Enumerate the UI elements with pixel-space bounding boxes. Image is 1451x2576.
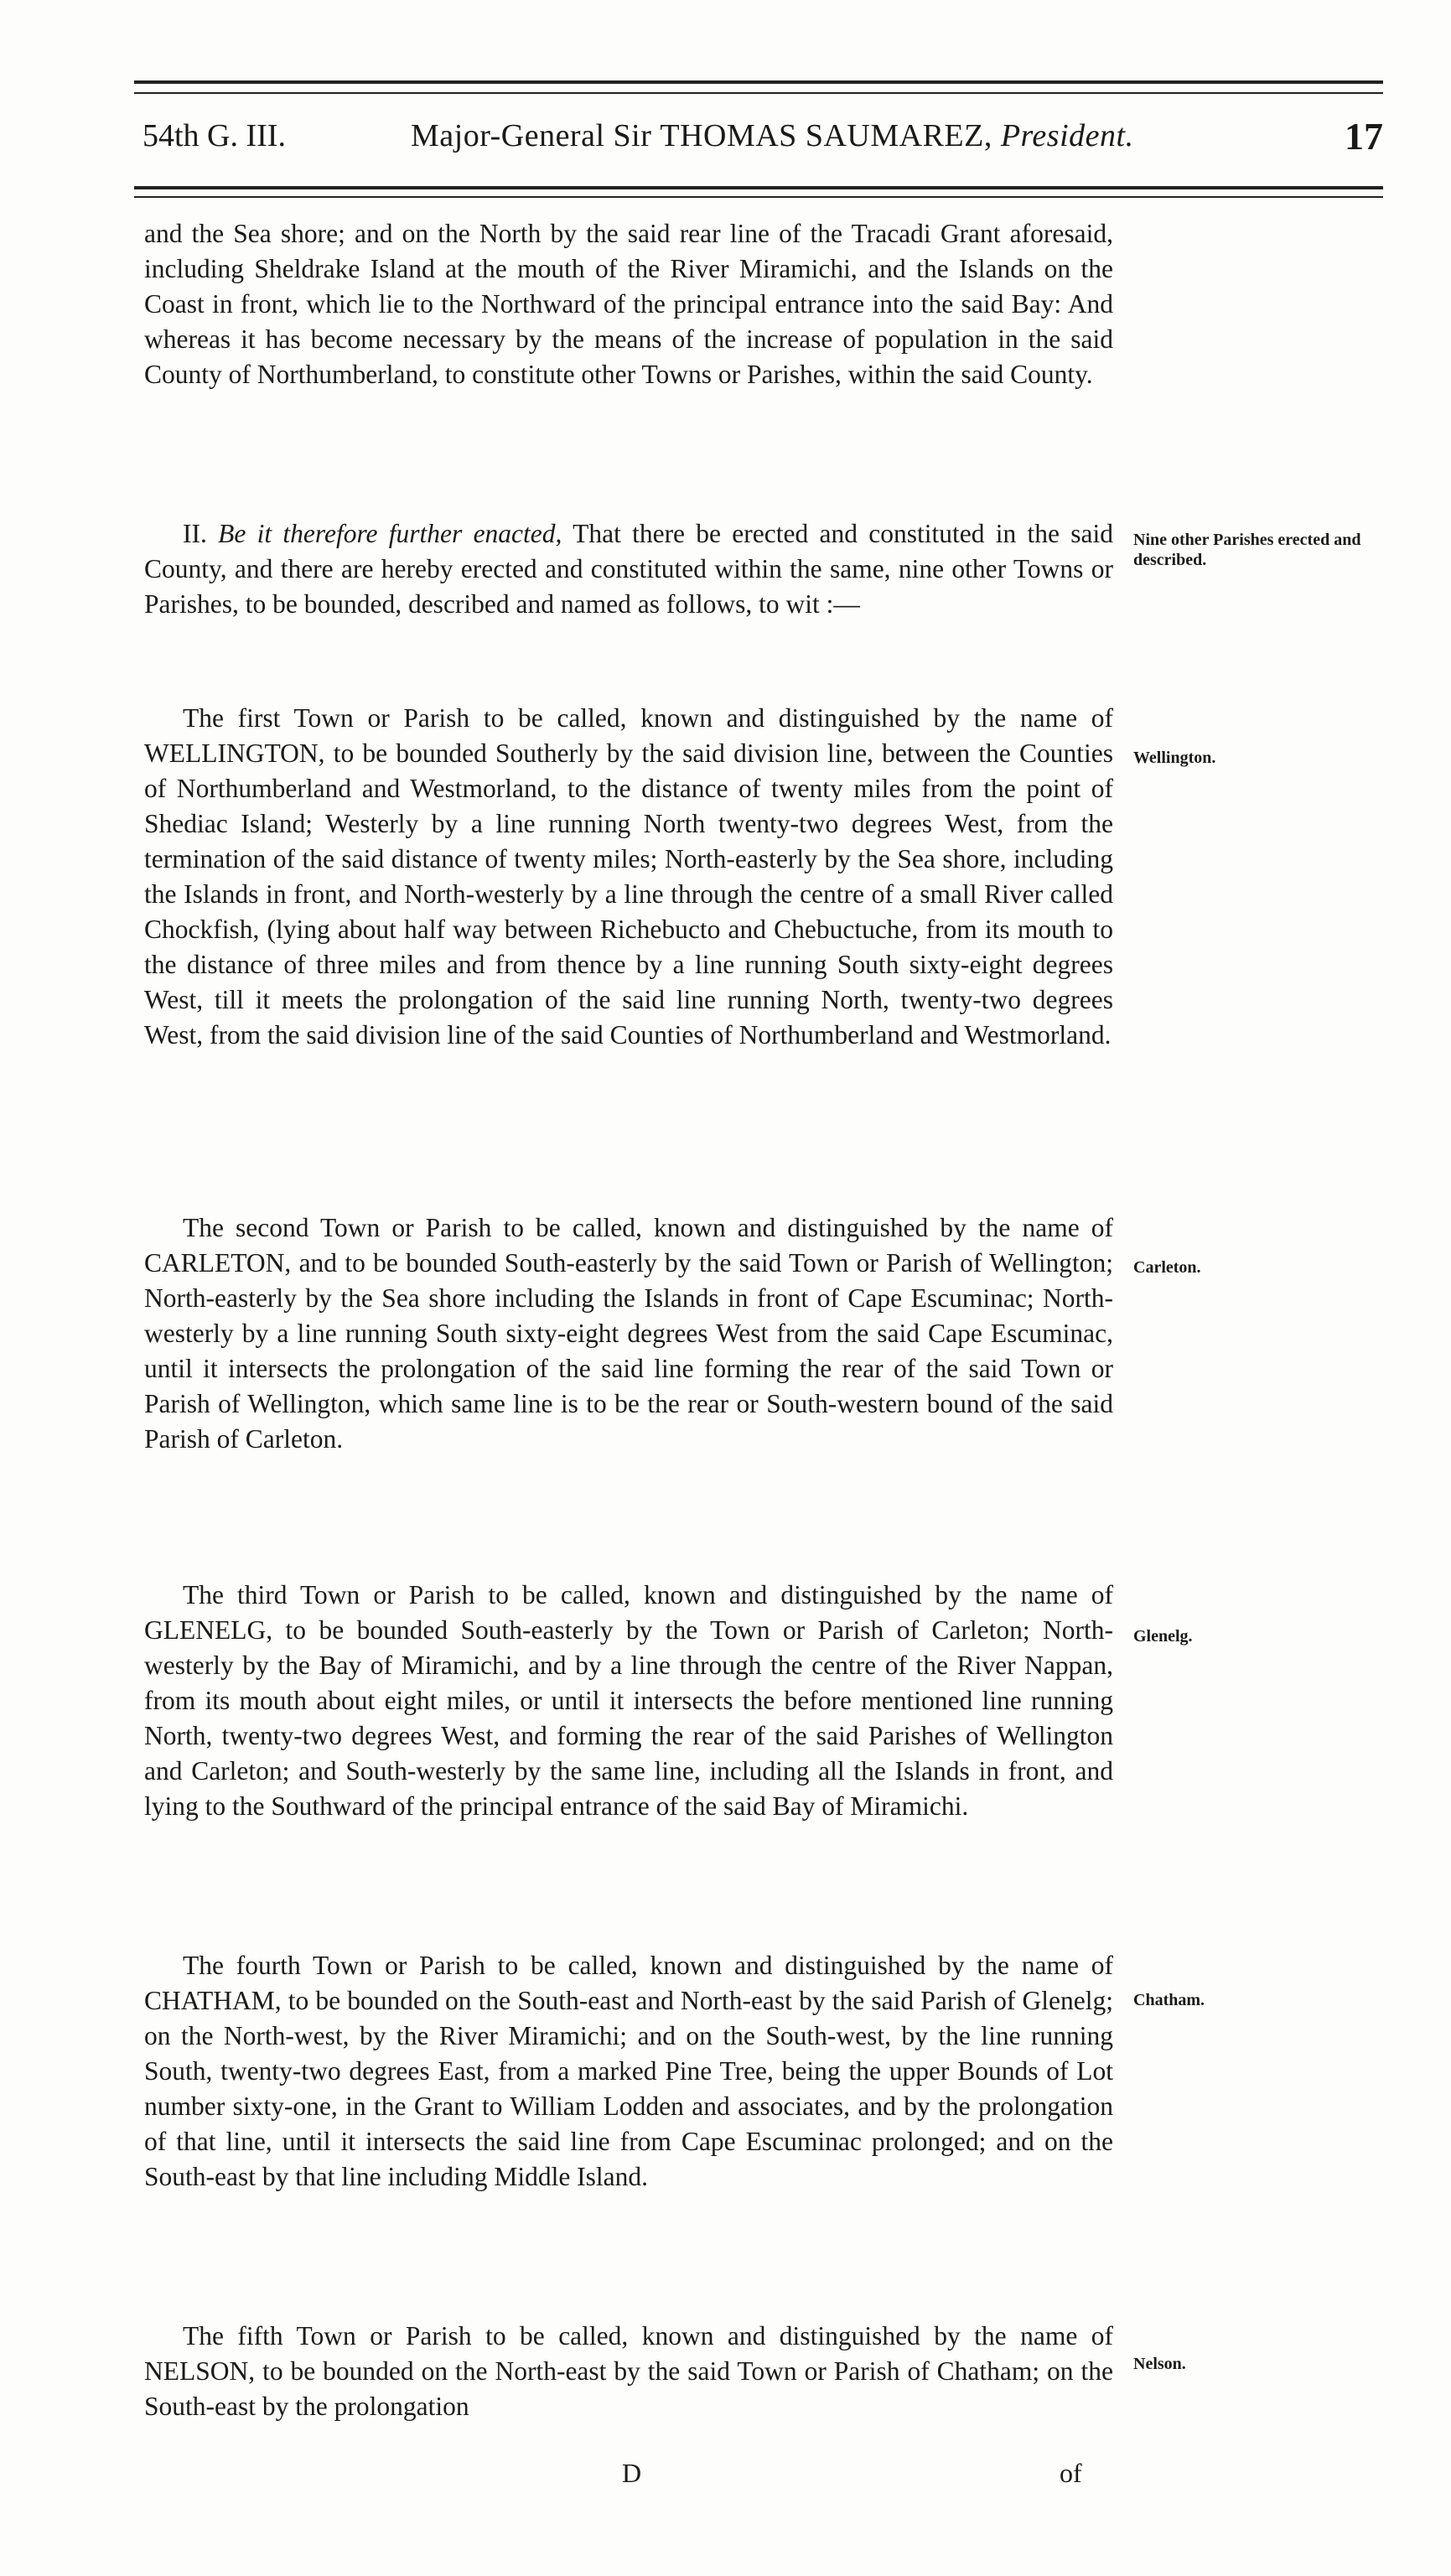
section-2-body: That there be erected and constituted in the said County, and there are hereby erected and constituted within the same, nine other Towns or Parishes, to be bounded, described and named as follows, to wit :— <box>144 519 1113 619</box>
reign-label: 54th G. III. <box>143 118 286 153</box>
paragraph-carleton <box>144 1210 1113 1457</box>
header-bottom-rule <box>134 186 1383 198</box>
margin-note-nine-parishes: Nine other Parishes erected and described. <box>1133 531 1361 569</box>
enacting-words: Be it therefore further enacted, <box>218 519 562 548</box>
paragraph-continuation <box>144 216 1113 392</box>
president-line <box>411 117 1134 154</box>
president-suffix: President. <box>992 118 1134 153</box>
margin-note-wellington: Wellington. <box>1133 749 1216 767</box>
signature-mark: D <box>622 2458 642 2488</box>
header-top-rule <box>134 80 1383 94</box>
page-number: 17 <box>1345 115 1383 158</box>
paragraph-chatham <box>144 1948 1113 2195</box>
running-header <box>143 114 1383 164</box>
paragraph-text: The fifth Town or Parish to be called, known and distinguished by the name of NELSON, to be bounded on the North-east by the said Town or Parish of Chatham; on the South-east by the prolongation <box>144 2321 1113 2421</box>
president-name: THOMAS SAUMAREZ, <box>660 118 992 153</box>
paragraph-text: The second Town or Parish to be called, known and distinguished by the name of CARLETON, and to be bounded South-easterly by the said Town or Parish of Wellington; North-easterly by the Sea shore including the Islands in front of Cape Escuminac; North-westerly by a line running South sixty-eight degrees West from the said Cape Escuminac, until it intersects the prolongation of the said line forming the rear of the said Town or Parish of Wellington, which same line is to be the rear or South-western bound of the said Parish of Carleton. <box>144 1213 1113 1454</box>
paragraph-text: and the Sea shore; and on the North by the said rear line of the Tracadi Grant aforesaid, including Sheldrake Island at the mouth of the River Miramichi, and the Islands on the Coast in front, which lie to the Northward of the principal entrance into the said Bay: And whereas it has become necessary by the means of the increase of population in the said County of Northumberland, to constitute other Towns or Parishes, within the said County. <box>144 219 1113 389</box>
paragraph-nelson <box>144 2319 1113 2424</box>
paragraph-section-2 <box>144 516 1113 622</box>
margin-note-chatham: Chatham. <box>1133 1991 1205 2009</box>
president-prefix: Major-General Sir <box>411 118 661 153</box>
margin-note-nelson: Nelson. <box>1133 2355 1186 2373</box>
paragraph-text <box>144 516 1113 622</box>
paragraph-text: The fourth Town or Parish to be called, known and distinguished by the name of CHATHAM, to be bounded on the South-east and North-east by the said Parish of Glenelg; on the North-west, by the River Miramichi; and on the South-west, by the line running South, twenty-two degrees East, from a marked Pine Tree, being the upper Bounds of Lot number sixty-one, in the Grant to William Lodden and associates, and by the prolongation of that line, until it intersects the said line from Cape Escuminac prolonged; and on the South-east by that line including Middle Island. <box>144 1951 1113 2191</box>
paragraph-text: The first Town or Parish to be called, known and distinguished by the name of WELLINGTON, to be bounded Southerly by the said division line, between the Counties of Northumberland and Westmorland, to the distance of twenty miles from the point of Shediac Island; Westerly by a line running North twenty-two degrees West, from the termination of the said distance of twenty miles; North-easterly by the Sea shore, including the Islands in front, and North-westerly by a line through the centre of a small River called Chockfish, (lying about half way between Richebucto and Chebuctuche, from its mouth to the distance of three miles and from thence by a line running South sixty-eight degrees West, till it meets the prolongation of the said line running North, twenty-two degrees West, from the said division line of the said Counties of Northumberland and Westmorland. <box>144 703 1113 1050</box>
margin-note-carleton: Carleton. <box>1133 1258 1201 1277</box>
paragraph-text: The third Town or Parish to be called, known and distinguished by the name of GLENELG, to be bounded South-easterly by the Town or Parish of Carleton; North-westerly by the Bay of Miramichi, and by a line through the centre of the River Nappan, from its mouth about eight miles, or until it intersects the before mentioned line running North, twenty-two degrees West, and forming the rear of the said Parishes of Wellington and Carleton; and South-westerly by the same line, including all the Islands in front, and lying to the Southward of the principal entrance of the said Bay of Miramichi. <box>144 1580 1113 1821</box>
paragraph-glenelg <box>144 1578 1113 1824</box>
catchword: of <box>1060 2458 1082 2488</box>
section-number: II. <box>183 519 207 548</box>
paragraph-wellington <box>144 701 1113 1053</box>
margin-note-glenelg: Glenelg. <box>1133 1627 1193 1646</box>
